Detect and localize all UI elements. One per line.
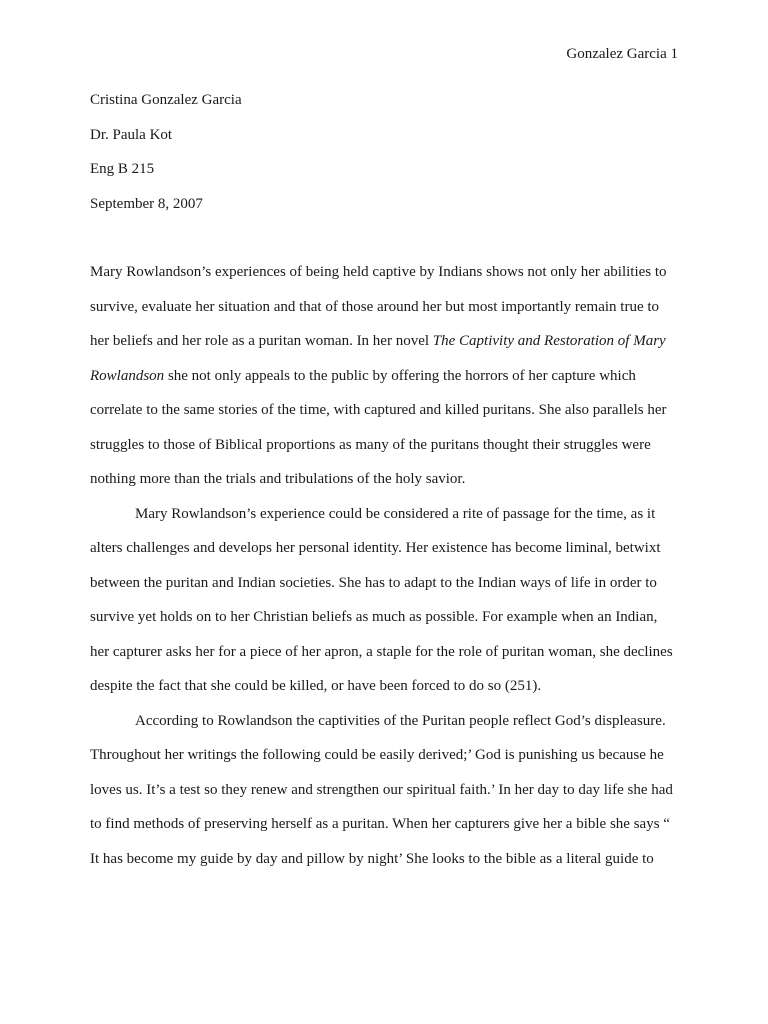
essay-body — [90, 262, 678, 883]
paragraph-line — [90, 538, 678, 573]
author-name: Cristina Gonzalez Garcia — [90, 92, 242, 108]
paragraph-line — [90, 400, 678, 435]
text-run: alters challenges and develops her personal identity. Her existence has become liminal, betwixt — [90, 540, 661, 556]
paragraph-line — [90, 262, 678, 297]
text-run: nothing more than the trials and tribulations of the holy savior. — [90, 471, 466, 487]
paragraph-line — [90, 435, 678, 470]
paragraph — [90, 711, 678, 884]
paragraph-line — [90, 366, 678, 401]
text-run: her beliefs and her role as a puritan woman. In her novel — [90, 333, 433, 349]
paragraph-line — [90, 849, 678, 884]
paragraph — [90, 504, 678, 711]
paragraph-line — [90, 469, 678, 504]
paragraph-line — [90, 573, 678, 608]
mla-heading — [90, 90, 242, 228]
paragraph-line — [90, 642, 678, 677]
paragraph-line — [90, 711, 678, 746]
text-run: Mary Rowlandson’s experiences of being held captive by Indians shows not only her abilities to — [90, 264, 667, 280]
paragraph-line — [90, 607, 678, 642]
text-run: correlate to the same stories of the time, with captured and killed puritans. She also parallels her — [90, 402, 667, 418]
document-date: September 8, 2007 — [90, 195, 203, 212]
paragraph-line — [90, 331, 678, 366]
text-run: between the puritan and Indian societies. She has to adapt to the Indian ways of life in order to — [90, 574, 657, 591]
instructor-name: Dr. Paula Kot — [90, 126, 173, 143]
paragraph-line — [90, 814, 678, 849]
text-run: Mary Rowlandson’s experience could be considered a rite of passage for the time, as it — [135, 505, 656, 522]
text-run: According to Rowlandson the captivities of the Puritan people reflect God’s displeasure. — [135, 712, 666, 729]
paragraph-line — [90, 780, 678, 815]
paragraph — [90, 262, 678, 504]
text-run: survive yet holds on to her Christian beliefs as much as possible. For example when an Indian, — [90, 609, 658, 625]
text-run: loves us. It’s a test so they renew and strengthen our spiritual faith.’ In her day to day life she had — [90, 781, 673, 798]
text-run: Throughout her writings the following could be easily derived;’ God is punishing us because he — [90, 747, 664, 763]
paragraph-line — [90, 745, 678, 780]
text-run: to find methods of preserving herself as a puritan. When her capturers give her a bible she says “ — [90, 816, 670, 832]
paragraph-line — [90, 676, 678, 711]
running-header: Gonzalez Garcia 1 — [566, 46, 678, 62]
text-run: despite the fact that she could be killed, or have been forced to do so (251). — [90, 678, 542, 694]
paragraph-line — [90, 504, 678, 539]
paragraph-line — [90, 297, 678, 332]
text-run: It has become my guide by day and pillow by night’ She looks to the bible as a literal guide to — [90, 850, 654, 867]
text-run: struggles to those of Biblical proportions as many of the puritans thought their struggles were — [90, 436, 651, 453]
course-name: Eng B 215 — [90, 161, 155, 177]
text-run: she not only appeals to the public by offering the horrors of her capture which — [164, 367, 636, 384]
book-title: The Captivity and Restoration of Mary — [432, 333, 666, 349]
text-run: her capturer asks her for a piece of her apron, a staple for the role of puritan woman, she declines — [90, 643, 673, 660]
text-run: survive, evaluate her situation and that of those around her but most importantly remain true to — [90, 298, 660, 315]
book-title: Rowlandson — [90, 367, 165, 384]
